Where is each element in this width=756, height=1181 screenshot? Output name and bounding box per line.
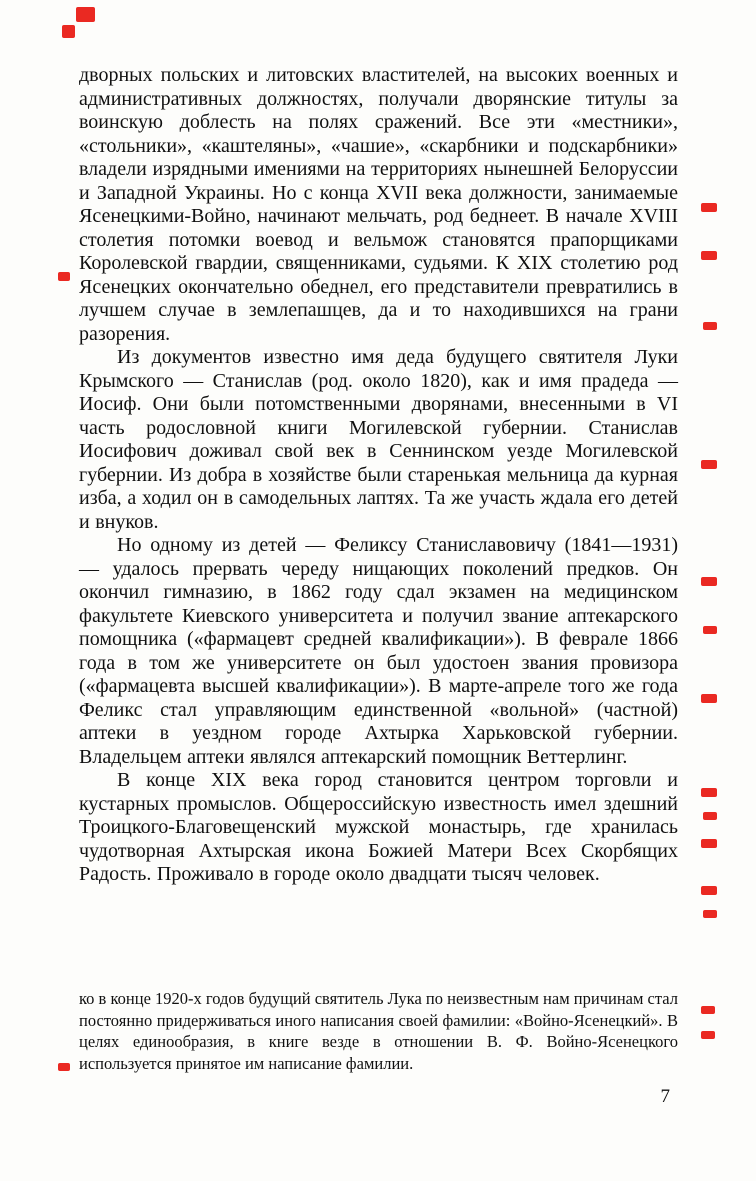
body-paragraph-3: Но одному из детей — Феликсу Станиславовичу (1841—1931) — удалось прервать череду нищающих поколений предков. Он окончил гимназию, в 1862 году сдал экзамен на медицинском факультете Киевского университета и получил звание аптекарского помощника («фармацевт средней квалификации»). В феврале 1866 года в том же университете он был удостоен звания провизора («фармацевта высшей квалификации»). В марте-апреле того же года Феликс стал управляющим единственной «вольной» (частной) аптеки в уездном городе Ахтырка Харьковской губернии. Владельцем аптеки являлся аптекарский помощник Веттерлинг.	[79, 534, 678, 768]
scan-artifact	[703, 812, 717, 820]
scan-artifact	[703, 910, 717, 918]
scan-artifact	[58, 272, 70, 281]
main-text	[79, 64, 678, 887]
scan-artifact	[701, 694, 717, 703]
scan-artifact	[701, 251, 717, 260]
scan-artifact	[701, 1031, 715, 1039]
scan-artifact	[701, 460, 717, 469]
scan-artifact	[703, 626, 717, 634]
scan-artifact	[701, 886, 717, 895]
page-number: 7	[660, 1086, 670, 1107]
scan-artifact	[701, 577, 717, 586]
scan-artifact	[701, 839, 717, 848]
scan-artifact	[62, 25, 75, 38]
footnote-text: ко в конце 1920-х годов будущий святитель Лука по неизвестным нам причинам стал постоянно придерживаться иного написания своей фамилии: «Войно-Ясенецкий». В целях единообразия, в книге везде в отношении В. Ф. Войно-Ясенецкого используется принятое им написание фамилии.	[79, 989, 678, 1073]
scan-artifact	[701, 788, 717, 797]
scan-artifact	[701, 203, 717, 212]
scan-artifact	[703, 322, 717, 330]
body-paragraph-1: дворных польских и литовских властителей, на высоких военных и административных должностях, получали дворянские титулы за воинскую доблесть на полях сражений. Все эти «местники», «стольники», «каштеляны», «чашие», «скарбники и подскарбники» владели изрядными имениями на территориях нынешней Белоруссии и Западной Украины. Но с конца XVII века должности, занимаемые Ясенецкими-Войно, начинают мельчать, род беднеет. В начале XVIII столетия потомки воевод и вельмож становятся прапорщиками Королевской гвардии, священниками, судьями. К XIX столетию род Ясенецких окончательно обеднел, его представители превратились в лучшем случае в землепашцев, да и то находившихся на грани разорения.	[79, 64, 678, 345]
footnote	[79, 988, 678, 1074]
body-paragraph-4: В конце XIX века город становится центром торговли и кустарных промыслов. Общероссийскую известность имел здешний Троицкого-Благовещенский мужской монастырь, где хранилась чудотворная Ахтырская икона Божией Матери Всех Скорбящих Радость. Проживало в городе около двадцати тысяч человек.	[79, 769, 678, 885]
body-paragraph-2: Из документов известно имя деда будущего святителя Луки Крымского — Станислав (род. около 1820), как и имя прадеда — Иосиф. Они были потомственными дворянами, внесенными в VI часть родословной книги Могилевской губернии. Станислав Иосифович доживал свой век в Сеннинском уезде Могилевской губернии. Из добра в хозяйстве были старенькая мельница да курная изба, а ходил он в самодельных лаптях. Та же участь ждала его детей и внуков.	[79, 346, 678, 533]
scan-artifact	[76, 7, 95, 22]
scan-artifact	[58, 1063, 70, 1071]
scan-artifact	[701, 1006, 715, 1014]
